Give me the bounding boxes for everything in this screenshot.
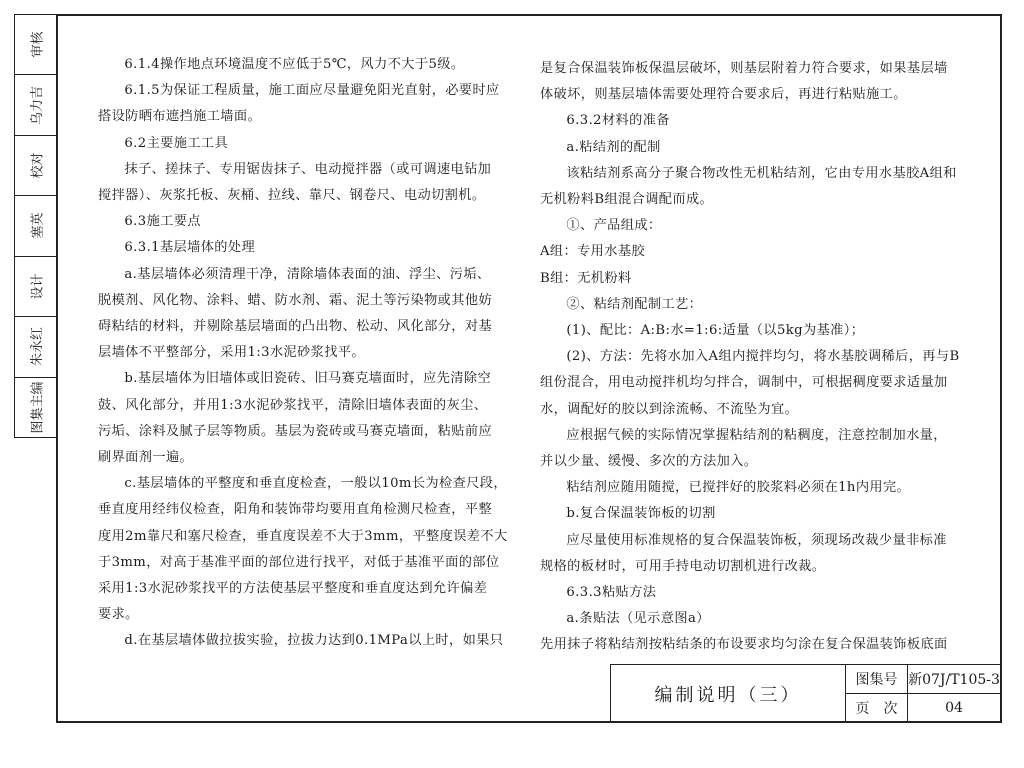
text-line: 6.1.5为保证工程质量，施工面应尽量避免阳光直射，必要时应: [124, 83, 500, 99]
side-cell-editor-label: 图集主编: [30, 381, 46, 434]
text-line: 6.2主要施工工具: [124, 135, 229, 151]
side-cell-checker-label: 校对: [15, 136, 57, 196]
text-line: a.粘结剂的配制: [566, 139, 661, 155]
text-line: 6.3.2材料的准备: [566, 113, 670, 129]
text-line: 刷界面剂一遍。: [98, 450, 194, 466]
text-line: 应尽量使用标准规格的复合保温装饰板，须现场改裁少量非标准: [566, 532, 947, 548]
side-cell-designer-name: 朱永红: [15, 317, 57, 377]
side-cell-reviewer-name: 乌力吉: [15, 75, 57, 135]
side-cell-designer-label: 设计: [15, 257, 57, 317]
text-line: 于3mm，对高于基准平面的部位进行找平，对低于基准平面的部位: [98, 554, 500, 570]
text-line: 6.1.4操作地点环境温度不应低于5℃，风力不大于5级。: [124, 57, 465, 72]
text-line: 并以少量、缓慢、多次的方法加入。: [540, 454, 758, 470]
text-line: ①、产品组成：: [566, 218, 662, 234]
text-line: a.条贴法（见示意图a）: [566, 611, 710, 627]
text-line: 碍粘结的材料，并剔除基层墙面的凸出物、松动、风化部分，对基: [98, 319, 493, 335]
text-line: (1)、配比：A:B:水=1:6:适量（以5kg为基准）；: [566, 323, 865, 339]
text-line: 组份混合，用电动搅拌机均匀拌合，调制中，可根据稠度要求适量加: [540, 375, 948, 391]
text-line: A组：专用水基胶: [540, 244, 646, 260]
page-number-label: 页 次: [846, 694, 908, 723]
title-block-grid: [846, 665, 1000, 722]
text-line: 粘结剂应随用随搅，已搅拌好的胶浆料必须在1h内用完。: [566, 480, 911, 496]
signature-sidebar: [14, 14, 58, 438]
text-line: 6.3施工要点: [124, 214, 201, 230]
title-block: [610, 664, 1001, 723]
text-line: 该粘结剂系高分子聚合物改性无机粘结剂，它由专用水基胶A组和: [566, 165, 957, 181]
right-text-column: [540, 56, 970, 659]
text-line: 6.3.3粘贴方法: [566, 585, 657, 601]
text-line: 采用1:3水泥砂浆找平的方法使基层平整度和垂直度达到允许偏差: [98, 581, 488, 597]
text-line: a.基层墙体必须清理干净，清除墙体表面的油、浮尘、污垢、: [124, 266, 491, 282]
atlas-number-label: 图集号: [846, 665, 908, 694]
text-line: 搅拌器）、灰浆托板、灰桶、拉线、靠尺、钢卷尺、电动切割机。: [98, 188, 486, 204]
text-line: 污垢、涂料及腻子层等物质。基层为瓷砖或马赛克墙面，粘贴前应: [98, 423, 493, 439]
text-line: 抹子、搓抹子、专用锯齿抹子、电动搅拌器（或可调速电钻加: [124, 161, 492, 177]
text-line: 体破坏，则基层墙体需要处理符合要求后，再进行粘贴施工。: [540, 87, 907, 103]
document-title: 编制说明（三）: [611, 665, 846, 722]
text-line: B组：无机粉料: [540, 270, 632, 286]
text-line: 水，调配好的胶以到涂流畅、不流坠为宜。: [540, 401, 799, 417]
text-line: 要求。: [98, 607, 139, 623]
text-line: d.在基层墙体做拉拔实验，拉拔力达到0.1MPa以上时，如果只: [124, 633, 504, 649]
text-line: 脱模剂、风化物、涂料、蜡、防水剂、霜、泥土等污染物或其他妨: [98, 292, 493, 308]
atlas-number-value: 新07J/T105-3: [908, 665, 1000, 694]
text-line: 搭设防晒布遮挡施工墙面。: [98, 109, 262, 125]
text-line: ②、粘结剂配制工艺：: [566, 296, 703, 312]
text-line: 规格的板材时，可用手持电动切割机进行改裁。: [540, 558, 826, 574]
text-line: 度用2m靠尺和塞尺检查，垂直度误差不大于3mm，平整度误差不大: [98, 528, 508, 544]
text-line: 层墙体不平整部分，采用1:3水泥砂浆找平。: [98, 345, 365, 361]
text-line: 应根据气候的实际情况掌握粘结剂的粘稠度，注意控制加水量，: [566, 427, 947, 443]
text-line: c.基层墙体的平整度和垂直度检查，一般以10m长为检查尺段，: [124, 476, 507, 492]
text-line: b.复合保温装饰板的切割: [566, 506, 716, 522]
text-line: 6.3.1基层墙体的处理: [124, 240, 256, 256]
text-line: 先用抹子将粘结剂按粘结条的布设要求均匀涂在复合保温装饰板底面: [540, 637, 948, 653]
left-text-column: [98, 52, 518, 655]
text-line: 垂直度用经纬仪检查，阳角和装饰带均要用直角检测尺检查，平整: [98, 502, 493, 518]
page-number-value: 04: [945, 699, 963, 716]
side-cell-checker-name: 塞英: [15, 196, 57, 256]
text-line: (2)、方法：先将水加入A组内搅拌均匀，将水基胶调稀后，再与B: [566, 349, 960, 365]
text-line: 鼓、风化部分，并用1:3水泥砂浆找平，清除旧墙体表面的灰尘、: [98, 397, 488, 413]
text-line: b.基层墙体为旧墙体或旧瓷砖、旧马赛克墙面时，应先清除空: [124, 371, 492, 387]
side-cell-reviewer-label: 审核: [15, 15, 57, 75]
text-line: 无机粉料B组混合调配而成。: [540, 192, 714, 208]
text-line: 是复合保温装饰板保温层破坏，则基层附着力符合要求，如果基层墙: [540, 61, 948, 76]
